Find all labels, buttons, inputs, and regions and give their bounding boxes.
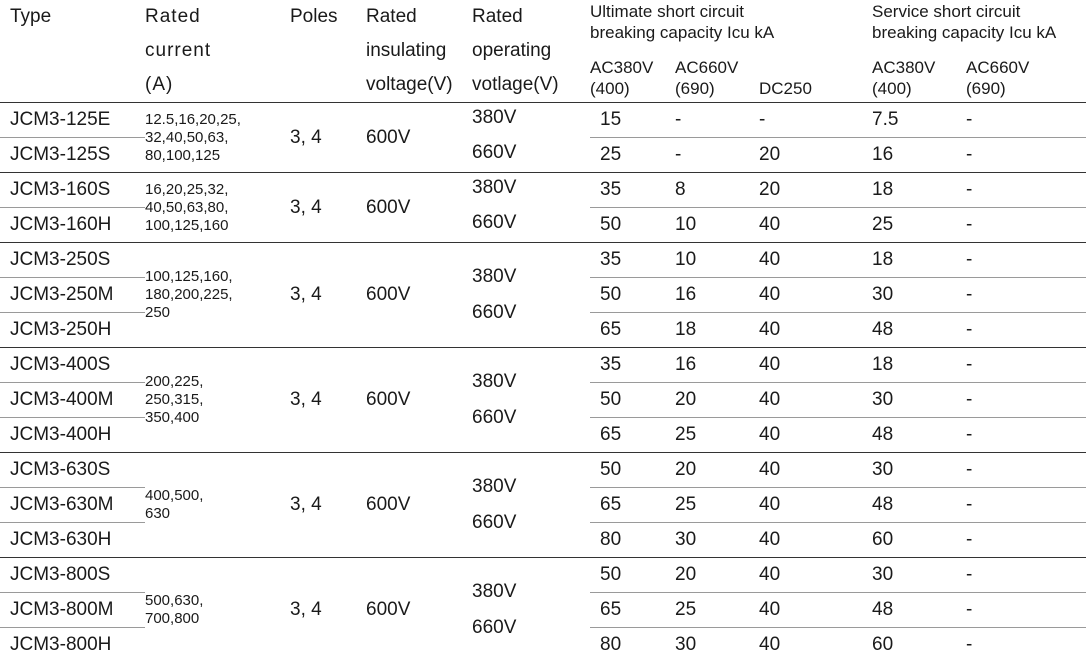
rated-current-cell: [145, 453, 290, 558]
type-cell: JCM3-800S: [0, 558, 145, 593]
capacity-cell-s660: -: [966, 424, 973, 445]
capacity-cell-s660: -: [966, 173, 1086, 208]
capacity-cell-u380: 65: [590, 488, 675, 523]
rated-current-line: 700,800: [145, 610, 200, 627]
operating-voltage-cell: 660V: [472, 141, 517, 163]
header-rated-current-line: (A): [145, 74, 174, 95]
operating-voltage-cell: 380V: [472, 107, 517, 128]
capacity-cell-s660: -: [966, 593, 1086, 628]
type-cell: JCM3-630M: [0, 488, 145, 523]
rated-current-line: 400,500,: [145, 487, 204, 504]
type-cell: JCM3-125E: [0, 103, 145, 138]
header-subcol-line: (690): [966, 79, 1006, 98]
capacity-cell-u380: 65: [600, 424, 622, 445]
header-rated-insulating-line: voltage(V): [366, 74, 453, 95]
operating-voltage-line: 380V: [472, 266, 517, 287]
insulating-voltage-cell: 600V: [366, 243, 472, 348]
operating-voltage-line: 380V: [472, 476, 517, 497]
header-subcol-line: AC660V: [966, 58, 1030, 77]
header-poles: [290, 0, 366, 103]
capacity-cell-s380: 18: [872, 173, 966, 208]
type-cell: JCM3-800H: [10, 634, 112, 655]
insulating-voltage-cell: 600V: [366, 348, 472, 453]
operating-voltage-line: 660V: [472, 302, 517, 323]
header-subcol-line: DC250: [759, 79, 812, 98]
capacity-cell-s660: -: [966, 243, 1086, 278]
capacity-cell-u380: 25: [600, 144, 622, 165]
capacity-cell-u660: 30: [675, 634, 697, 655]
table-row: [0, 103, 1086, 138]
header-service-line: Service short circuit: [872, 2, 1021, 21]
capacity-cell-u660: 30: [675, 529, 697, 550]
capacity-cell-s380: 48: [872, 593, 966, 628]
type-cell: JCM3-160S: [0, 173, 145, 208]
capacity-cell-dc: 40: [759, 593, 872, 628]
header-service-line: breaking capacity Icu kA: [872, 23, 1057, 42]
header-subcol-line: AC660V: [675, 58, 739, 77]
capacity-cell-u380: 65: [590, 593, 675, 628]
capacity-cell-s380: 60: [872, 634, 894, 655]
operating-voltage-cell: [472, 243, 590, 348]
header-rated-operating-line: votlage(V): [472, 74, 559, 95]
capacity-cell-u660: 18: [675, 319, 697, 340]
table-row: [0, 558, 1086, 593]
header-type: [0, 0, 145, 103]
operating-voltage-line: 380V: [472, 581, 517, 602]
header-ultimate-subcol: [759, 50, 872, 103]
capacity-cell-dc: 40: [759, 383, 872, 418]
header-rated-insulating-line: Rated: [366, 6, 417, 27]
capacity-cell-dc: 40: [759, 453, 872, 488]
header-poles-label: Poles: [290, 6, 338, 27]
rated-current-line: 630: [145, 505, 171, 522]
rated-current-line: 32,40,50,63,: [145, 128, 229, 146]
capacity-cell-u660: 20: [675, 558, 759, 593]
capacity-cell-s660: -: [966, 529, 973, 550]
rated-current-line: 200,225,: [145, 373, 204, 390]
table-row: [0, 173, 1086, 208]
operating-voltage-cell: 380V: [472, 173, 590, 208]
operating-voltage-line: 380V: [472, 371, 517, 392]
capacity-cell-s380: 7.5: [872, 103, 966, 138]
capacity-cell-dc: 40: [759, 348, 872, 383]
rated-current-line: 500,630,: [145, 592, 204, 609]
rated-current-line: 350,400: [145, 409, 200, 426]
rated-current-line: 40,50,63,80,: [145, 198, 229, 216]
poles-cell: 3, 4: [290, 126, 322, 148]
poles-cell: 3, 4: [290, 348, 366, 453]
rated-current-line: 180,200,225,: [145, 286, 233, 303]
operating-voltage-cell: [472, 558, 590, 663]
poles-cell: 3, 4: [290, 453, 366, 558]
capacity-cell-u380: 80: [600, 634, 622, 655]
capacity-cell-dc: 40: [759, 634, 781, 655]
header-subcol-line: (400): [872, 79, 912, 98]
type-cell: JCM3-250H: [10, 319, 112, 340]
header-subcol-line: (690): [675, 79, 715, 98]
rated-current-line: 250: [145, 304, 171, 321]
header-ultimate-subcol: [590, 50, 675, 103]
capacity-cell-u380: 50: [600, 214, 622, 235]
capacity-cell-dc: 40: [759, 243, 872, 278]
rated-current-cell: [145, 348, 290, 453]
capacity-cell-u660: 20: [675, 453, 759, 488]
capacity-cell-dc: 20: [759, 173, 872, 208]
type-cell: JCM3-400H: [10, 424, 112, 445]
capacity-cell-u660: 25: [675, 593, 759, 628]
header-subcol-line: (400): [590, 79, 630, 98]
type-cell: JCM3-400S: [0, 348, 145, 383]
capacity-cell-s660: -: [966, 453, 1086, 488]
poles-cell: 3, 4: [290, 558, 366, 663]
insulating-voltage-cell: 600V: [366, 173, 472, 243]
capacity-cell-u380: 50: [590, 383, 675, 418]
capacity-cell-u660: 16: [675, 278, 759, 313]
rated-current-line: 12.5,16,20,25,: [145, 110, 241, 128]
header-rated-operating: [472, 0, 590, 103]
type-cell: JCM3-630H: [10, 529, 112, 550]
insulating-voltage-cell: 600V: [366, 126, 411, 148]
capacity-cell-s380: 48: [872, 488, 966, 523]
operating-voltage-cell: [472, 453, 590, 558]
capacity-cell-u380: 50: [590, 278, 675, 313]
header-service-subcol: [872, 50, 966, 103]
capacity-cell-u380: 15: [590, 103, 675, 138]
rated-current-line: 250,315,: [145, 391, 204, 408]
capacity-cell-dc: 40: [759, 424, 781, 445]
capacity-cell-s660: -: [966, 634, 973, 655]
capacity-cell-u660: 25: [675, 424, 697, 445]
header-rated-operating-line: Rated: [472, 6, 523, 27]
rated-current-cell: [145, 243, 290, 348]
capacity-cell-u660: -: [675, 144, 682, 165]
operating-voltage-line: 660V: [472, 407, 517, 428]
capacity-cell-dc: 40: [759, 278, 872, 313]
capacity-cell-u380: 35: [590, 173, 675, 208]
operating-voltage-cell: 660V: [472, 211, 517, 233]
capacity-cell-dc: -: [759, 103, 872, 138]
rated-current-cell: [145, 103, 290, 173]
capacity-cell-dc: 40: [759, 488, 872, 523]
operating-voltage-cell: [472, 348, 590, 453]
header-service-subcol: [966, 50, 1086, 103]
capacity-cell-s660: -: [966, 383, 1086, 418]
capacity-cell-s380: 18: [872, 348, 966, 383]
header-ultimate-subcol: [675, 50, 759, 103]
header-rated-current-line: Rated: [145, 6, 201, 27]
header-ultimate-group: [590, 0, 872, 50]
capacity-cell-u660: 20: [675, 383, 759, 418]
insulating-voltage-cell: 600V: [366, 453, 472, 558]
capacity-cell-u380: 50: [590, 453, 675, 488]
capacity-cell-u380: 35: [590, 348, 675, 383]
capacity-cell-s380: 30: [872, 453, 966, 488]
rated-current-line: 100,125,160,: [145, 268, 233, 285]
capacity-cell-u660: 16: [675, 348, 759, 383]
table-row: [0, 243, 1086, 278]
header-rated-insulating: [366, 0, 472, 103]
header-ultimate-line: Ultimate short circuit: [590, 2, 744, 21]
type-cell: JCM3-400M: [0, 383, 145, 418]
capacity-cell-s660: -: [966, 144, 973, 165]
capacity-cell-s380: 16: [872, 144, 894, 165]
capacity-cell-u380: 65: [600, 319, 622, 340]
capacity-cell-u660: 10: [675, 214, 697, 235]
capacity-cell-u380: 35: [590, 243, 675, 278]
capacity-cell-dc: 40: [759, 214, 781, 235]
capacity-cell-dc: 20: [759, 144, 781, 165]
capacity-cell-u660: -: [675, 103, 759, 138]
capacity-cell-u380: 50: [590, 558, 675, 593]
rated-current-line: 16,20,25,32,: [145, 180, 229, 198]
capacity-cell-s380: 18: [872, 243, 966, 278]
header-ultimate-line: breaking capacity Icu kA: [590, 23, 775, 42]
insulating-voltage-cell: 600V: [366, 558, 472, 663]
capacity-cell-dc: 40: [759, 529, 781, 550]
header-type-label: Type: [10, 6, 52, 27]
capacity-cell-s380: 30: [872, 278, 966, 313]
capacity-cell-u660: 8: [675, 173, 759, 208]
rated-current-cell: [145, 558, 290, 663]
capacity-cell-s660: -: [966, 103, 1086, 138]
table-row: [0, 348, 1086, 383]
header-rated-current: [145, 0, 290, 103]
rated-current-cell: [145, 173, 290, 243]
rated-current-line: 100,125,160: [145, 216, 229, 234]
operating-voltage-line: 660V: [472, 617, 517, 638]
type-cell: JCM3-630S: [0, 453, 145, 488]
capacity-cell-s380: 48: [872, 319, 894, 340]
capacity-cell-dc: 40: [759, 558, 872, 593]
type-cell: JCM3-250S: [0, 243, 145, 278]
capacity-cell-s380: 30: [872, 383, 966, 418]
header-rated-insulating-line: insulating: [366, 40, 447, 61]
capacity-cell-dc: 40: [759, 319, 781, 340]
capacity-cell-s380: 25: [872, 214, 894, 235]
capacity-cell-s660: -: [966, 348, 1086, 383]
type-cell: JCM3-250M: [0, 278, 145, 313]
header-row: [0, 0, 1086, 50]
table-row: [0, 453, 1086, 488]
capacity-cell-s660: -: [966, 319, 973, 340]
type-cell: JCM3-125S: [10, 144, 111, 165]
poles-cell: 3, 4: [290, 173, 366, 243]
rated-current-line: 80,100,125: [145, 146, 221, 164]
capacity-cell-u660: 10: [675, 243, 759, 278]
operating-voltage-line: 660V: [472, 512, 517, 533]
header-rated-operating-line: operating: [472, 40, 552, 61]
capacity-cell-s380: 60: [872, 529, 894, 550]
capacity-cell-s380: 30: [872, 558, 966, 593]
header-subcol-line: AC380V: [872, 58, 936, 77]
capacity-cell-s660: -: [966, 278, 1086, 313]
header-service-group: [872, 0, 1086, 50]
header-rated-current-line: current: [145, 40, 212, 61]
poles-cell: 3, 4: [290, 243, 366, 348]
capacity-cell-u380: 80: [600, 529, 622, 550]
capacity-cell-s660: -: [966, 214, 973, 235]
capacity-cell-s660: -: [966, 558, 1086, 593]
capacity-cell-s660: -: [966, 488, 1086, 523]
type-cell: JCM3-160H: [10, 214, 112, 235]
capacity-cell-u660: 25: [675, 488, 759, 523]
type-cell: JCM3-800M: [0, 593, 145, 628]
header-subcol-line: AC380V: [590, 58, 654, 77]
capacity-cell-s380: 48: [872, 424, 894, 445]
